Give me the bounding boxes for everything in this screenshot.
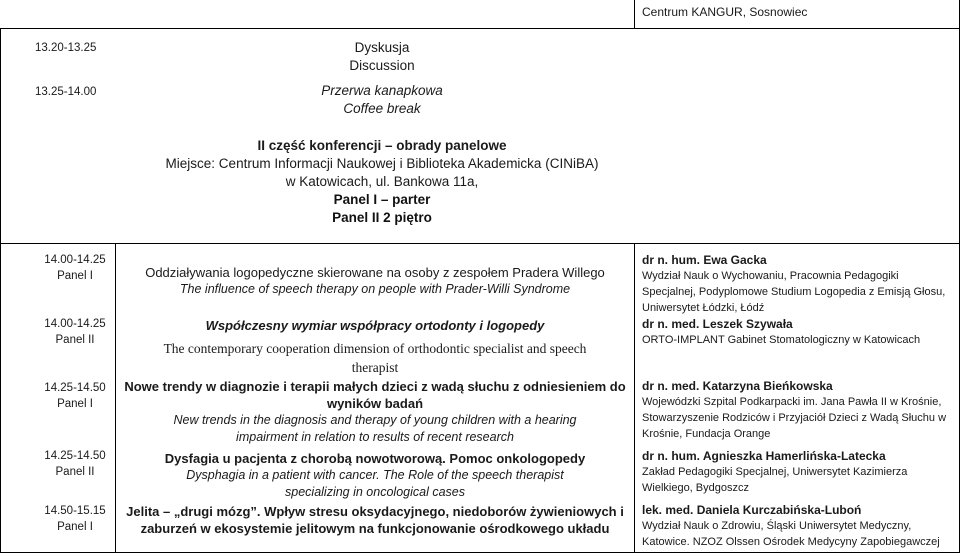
session-4-speaker: dr n. hum. Agnieszka Hamerlińska-Latecka Zakład Pedagogiki Specjalnej, Uniwersytet Kazimierza Wielkiego, Bydgoszcz <box>642 449 908 494</box>
discussion-en: Discussion <box>349 58 415 73</box>
item-coffee-break <box>182 82 582 118</box>
coffee-break-pl: Przerwa kanapkowa <box>321 83 443 98</box>
session-2-time: 14.00-14.25 Panel II <box>44 318 106 346</box>
item-discussion <box>182 39 582 75</box>
session-5-speaker: lek. med. Daniela Kurczabińska-Luboń Wydział Nauk o Zdrowiu, Śląski Uniwersytet Medyczny, Katowice. NZOZ Olssen Ośrodek Medycyny Zapobiegawczej <box>642 503 940 548</box>
session-2-speaker: dr n. med. Leszek Szywała ORTO-IMPLANT Gabinet Stomatologiczny w Katowicach <box>642 317 921 346</box>
session-3-time: 14.25-14.50 Panel I <box>44 382 106 410</box>
part2-header <box>125 137 639 227</box>
session-5-time: 14.50-15.15 Panel I <box>44 505 106 533</box>
part2-place-line1: Miejsce: Centrum Informacji Naukowej i Biblioteka Akademicka (CINiBA) <box>165 156 599 171</box>
part2-panel1: Panel I – parter <box>333 192 431 207</box>
coffee-break-en: Coffee break <box>343 101 421 116</box>
discussion-pl: Dyskusja <box>354 40 410 55</box>
time-coffee-break: 13.25-14.00 <box>35 86 97 98</box>
session-4-time: 14.25-14.50 Panel II <box>44 450 106 478</box>
venue-label: Centrum KANGUR, Sosnowiec <box>642 5 808 19</box>
part2-panel2: Panel II 2 piętro <box>332 210 432 225</box>
time-discussion: 13.20-13.25 <box>35 42 97 54</box>
session-3-title: Nowe trendy w diagnozie i terapii małych dzieci z wadą słuchu z odniesieniem do wyników badań New trends in the diagnosis and therapy of young children with a hearing impairment in relation to results of recent research <box>124 379 626 444</box>
part2-place-line2: w Katowicach, ul. Bankowa 11a, <box>285 174 479 189</box>
session-4-title: Dysfagia u pacjenta z chorobą nowotworową. Pomoc onkologopedy Dysphagia in a patient with cancer. The Role of the speech therapist specializing in oncological cases <box>164 451 586 499</box>
session-2-title: Współczesny wymiar współpracy ortodonty i logopedy The contemporary cooperation dimension of orthodontic specialist and speech therapist <box>163 318 587 375</box>
session-1-time: 14.00-14.25 Panel I <box>44 254 106 282</box>
part2-title: II część konferencji – obrady panelowe <box>257 138 507 153</box>
session-3-speaker: dr n. med. Katarzyna Bieńkowska Wojewódzki Szpital Podkarpacki im. Jana Pawła II w Krośnie, Stowarzyszenie Rodziców i Przyjaciół Dzieci z Wadą Słuchu w Krośnie, Fundacja Orange <box>642 379 947 440</box>
session-1-title: Oddziaływania logopedyczne skierowane na osoby z zespołem Pradera Willego The influence of speech therapy on people with Prader-Willi Syndrome <box>145 265 605 296</box>
session-5-title: Jelita – „drugi mózg”. Wpływ stresu oksydacyjnego, niedoborów żywieniowych i zaburzeń w ekosystemie jelitowym na funkcjonowanie ośrodkowego układu <box>126 504 624 536</box>
session-1-speaker: dr n. hum. Ewa Gacka Wydział Nauk o Wychowaniu, Pracownia Pedagogiki Specjalnej, Podyplomowe Studium Logopedia z Emisją Głosu, Uniwersytet Łódzki, Łódź <box>642 253 946 314</box>
